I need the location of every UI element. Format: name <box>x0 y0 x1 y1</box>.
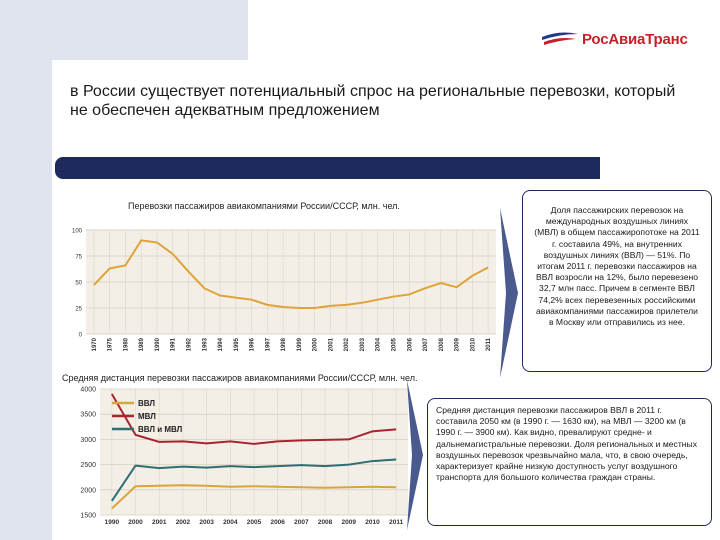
x-tick-label: 2007 <box>423 338 430 352</box>
x-tick-label: 1970 <box>91 338 98 352</box>
y-tick-label: 4000 <box>80 386 96 394</box>
x-tick-label: 2005 <box>391 338 398 352</box>
info-box-text: Доля пассажирских перевозок на международных воздушных линиях (МВЛ) в общем пассажиропотоке на 2011 г. составила 49%, на внутренних воздушных линиях (ВВЛ) — 51%. По итогам 2011 г. перевозки пассажиров на ВВЛ возросли на 12%, было перевезено 32,7 млн пасс. Причем в сегменте ВВЛ 74,2% всех перевезенных российскими авиакомпаниями пассажиров прилетели в Москву или отправились из нее. <box>534 205 700 328</box>
x-tick-label: 2002 <box>344 338 351 352</box>
x-tick-label: 2006 <box>407 338 414 352</box>
y-tick-label: 0 <box>78 332 82 339</box>
x-tick-label: 1980 <box>123 338 130 352</box>
logo-wing-icon <box>540 28 580 50</box>
x-tick-label: 2009 <box>454 338 461 352</box>
x-tick-label: 2009 <box>341 519 357 526</box>
x-tick-label: 2008 <box>317 519 333 526</box>
x-tick-label: 2010 <box>470 338 477 352</box>
x-tick-label: 2006 <box>270 519 285 526</box>
info-box-text: Средняя дистанция перевозки пассажиров ВВЛ в 2011 г. составила 2050 км (в 1990 г. — 1630 км), на МВЛ — 3200 км (в 1990 г. — 3900 км). Как видно, превалируют средне- и дальнемагистральные перевозки. Доля региональных и местных воздушных перевозок чрезвычайно мала, что, в свою очередь, характеризует крайне низкую доступность услуг воздушного транспорта для большого количества граждан страны. <box>436 405 698 483</box>
top-decorative-band <box>52 0 248 60</box>
x-tick-label: 1995 <box>233 338 240 352</box>
x-tick-label: 2005 <box>246 519 262 526</box>
y-tick-label: 75 <box>75 254 82 261</box>
x-tick-label: 2001 <box>151 519 167 526</box>
x-tick-label: 2001 <box>328 338 335 352</box>
x-tick-label: 1989 <box>139 338 146 352</box>
legend-label: ВВЛ <box>138 399 155 408</box>
x-tick-label: 1994 <box>218 338 225 352</box>
x-tick-label: 2003 <box>199 519 214 526</box>
x-tick-label: 1996 <box>249 338 256 352</box>
x-tick-label: 2004 <box>223 519 238 526</box>
passenger-traffic-chart <box>62 220 502 368</box>
arrow-right-icon <box>500 208 518 378</box>
y-tick-label: 25 <box>75 306 82 313</box>
x-tick-label: 2000 <box>128 519 143 526</box>
arrow-right-icon <box>407 380 423 530</box>
x-tick-label: 2002 <box>175 519 191 526</box>
x-tick-label: 1999 <box>296 338 303 352</box>
y-tick-label: 100 <box>71 228 82 235</box>
y-tick-label: 50 <box>75 280 82 287</box>
x-tick-label: 2010 <box>365 519 380 526</box>
info-box-distance <box>427 398 712 526</box>
x-tick-label: 1991 <box>170 338 177 352</box>
info-box-traffic-share <box>522 190 712 372</box>
x-tick-label: 2011 <box>486 338 493 352</box>
x-tick-label: 2000 <box>312 338 319 352</box>
y-tick-label: 3000 <box>80 436 96 444</box>
y-tick-label: 3500 <box>80 411 96 419</box>
x-tick-label: 1998 <box>281 338 288 352</box>
company-logo <box>540 28 688 50</box>
chart1-title: Перевозки пассажиров авиакомпаниями России/СССР, млн. чел. <box>128 201 400 211</box>
legend-label: ВВЛ и МВЛ <box>138 425 183 434</box>
accent-band <box>55 157 600 179</box>
x-tick-label: 1990 <box>104 519 120 526</box>
x-tick-label: 1992 <box>186 338 193 352</box>
x-tick-label: 2004 <box>375 338 382 352</box>
x-tick-label: 1997 <box>265 338 272 352</box>
chart2-title: Средняя дистанция перевозки пассажиров авиакомпаниями России/СССР, млн. чел. <box>62 373 418 383</box>
x-tick-label: 1993 <box>202 338 209 352</box>
legend-label: МВЛ <box>138 412 156 421</box>
x-tick-label: 1975 <box>107 338 114 352</box>
y-tick-label: 2500 <box>80 462 96 470</box>
x-tick-label: 2008 <box>438 338 445 352</box>
y-tick-label: 2000 <box>80 487 96 495</box>
x-tick-label: 1990 <box>154 338 161 352</box>
average-distance-chart <box>62 384 414 530</box>
x-tick-label: 2011 <box>389 519 404 526</box>
logo-text: РосАвиаТранс <box>582 30 688 48</box>
slide-headline: в России существует потенциальный спрос на региональные перевозки, который не обеспечен адекватным предложением <box>70 83 676 119</box>
x-tick-label: 2007 <box>294 519 309 526</box>
x-tick-label: 2003 <box>359 338 366 352</box>
y-tick-label: 1500 <box>80 512 96 520</box>
left-decorative-bar <box>0 0 52 540</box>
